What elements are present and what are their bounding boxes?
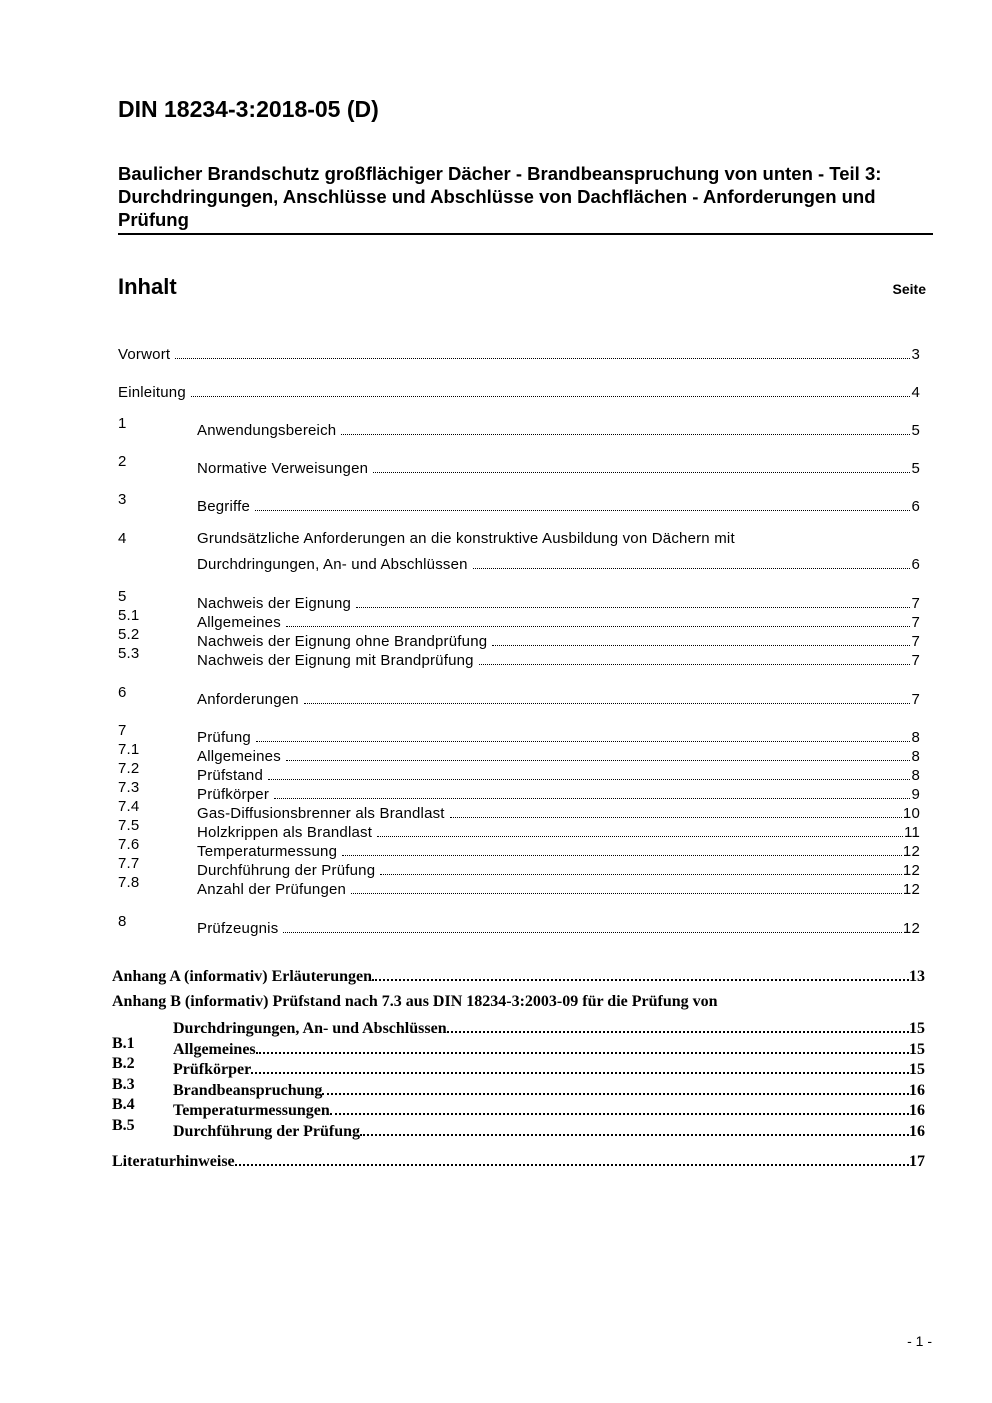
toc-entry-title: Nachweis der Eignung — [197, 595, 352, 612]
toc-annex-a[interactable] — [112, 962, 925, 983]
toc-literaturhinweise[interactable] — [112, 1147, 925, 1168]
toc-entry-number: 8 — [118, 913, 127, 930]
toc-entry-page: 17 — [909, 1153, 925, 1170]
toc-entry-einleitung[interactable] — [118, 377, 920, 401]
dot-leader — [450, 798, 902, 818]
toc-annex-b-5[interactable] — [112, 1117, 925, 1138]
toc-entry-7-6[interactable] — [118, 836, 920, 860]
toc-entry-page: 4 — [911, 384, 920, 401]
toc-entry-number: 2 — [118, 453, 127, 470]
toc-entry-7-5[interactable] — [118, 817, 920, 841]
document-title: DIN 18234-3:2018-05 (D) — [118, 96, 379, 122]
toc-entry-page: 16 — [909, 1123, 925, 1140]
dot-leader — [377, 817, 903, 837]
toc-entry-number: 3 — [118, 491, 127, 508]
toc-entry-number: 7.3 — [118, 779, 140, 796]
page-number: - 1 - — [907, 1333, 932, 1349]
dot-leader — [492, 626, 910, 646]
toc-entry-title: Durchführung der Prüfung — [173, 1123, 360, 1140]
toc-entry-page: 5 — [911, 422, 920, 439]
toc-entry-title: Prüfkörper — [173, 1061, 252, 1078]
toc-heading: Inhalt — [118, 274, 177, 299]
toc-entry-page: 12 — [902, 920, 920, 937]
toc-entry-title: Vorwort — [118, 346, 171, 363]
toc-entry-title: Anwendungsbereich — [197, 422, 337, 439]
toc-entry-number: 7.7 — [118, 855, 140, 872]
toc-entry-number: 7.2 — [118, 760, 140, 777]
toc-entry-number: 5.3 — [118, 645, 140, 662]
toc-entry-7-2[interactable] — [118, 760, 920, 784]
toc-entry-title: Prüfkörper — [197, 786, 270, 803]
toc-annex-b-4[interactable] — [112, 1096, 925, 1117]
toc-annex-b-1[interactable] — [112, 1035, 925, 1056]
toc-entry-7-7[interactable] — [118, 855, 920, 879]
toc-entry-5[interactable] — [118, 588, 920, 612]
toc-entry-page: 8 — [911, 767, 920, 784]
toc-annex-b-title[interactable]: Anhang B (informativ) Prüfstand nach 7.3 aus DIN 18234-3:2003-09 für die Prüfung von — [112, 993, 718, 1010]
dot-leader — [283, 913, 901, 933]
dot-leader — [304, 684, 911, 704]
toc-entry-number: B.4 — [112, 1096, 135, 1113]
toc-entry-6[interactable] — [118, 684, 920, 708]
toc-entry-vorwort[interactable] — [118, 339, 920, 363]
toc-entry-title: Prüfzeugnis — [197, 920, 279, 937]
dot-leader — [330, 1096, 909, 1115]
toc-entry-7-8[interactable] — [118, 874, 920, 898]
toc-entry-title: Literaturhinweise — [112, 1153, 235, 1170]
toc-entry-number: B.1 — [112, 1035, 135, 1052]
toc-entry-number: 7.4 — [118, 798, 140, 815]
toc-entry-page: 7 — [911, 633, 920, 650]
toc-entry-number: 5.2 — [118, 626, 140, 643]
toc-entry-number: 7.5 — [118, 817, 140, 834]
dot-leader — [256, 1035, 909, 1054]
toc-entry-page: 6 — [911, 498, 920, 515]
toc-entry-4-continued[interactable] — [118, 549, 920, 573]
toc-entry-page: 11 — [904, 824, 920, 841]
toc-entry-7[interactable] — [118, 722, 920, 746]
dot-leader — [473, 549, 911, 569]
toc-entry-title: Allgemeines — [173, 1041, 256, 1058]
dot-leader — [286, 607, 911, 627]
dot-leader — [351, 874, 902, 894]
toc-entry-title: Anzahl der Prüfungen — [197, 881, 347, 898]
toc-entry-7-1[interactable] — [118, 741, 920, 765]
dot-leader — [274, 779, 910, 799]
toc-entry-number: 6 — [118, 684, 127, 701]
dot-leader — [191, 377, 911, 397]
toc-entry-page: 10 — [902, 805, 920, 822]
toc-entry-title: Anhang A (informativ) Erläuterungen — [112, 968, 373, 985]
dot-leader — [342, 836, 902, 856]
toc-entry-title: Nachweis der Eignung mit Brandprüfung — [197, 652, 474, 669]
toc-entry-page: 7 — [911, 595, 920, 612]
toc-entry-1[interactable] — [118, 415, 920, 439]
toc-entry-2[interactable] — [118, 453, 920, 477]
toc-entry-title-continued: Durchdringungen, An- und Abschlüssen — [173, 1020, 447, 1037]
toc-entry-number: 7.1 — [118, 741, 140, 758]
toc-entry-number: 1 — [118, 415, 127, 432]
toc-entry-7-4[interactable] — [118, 798, 920, 822]
toc-entry-title: Einleitung — [118, 384, 186, 401]
toc-entry-number: 7.6 — [118, 836, 140, 853]
toc-entry-title: Allgemeines — [197, 748, 281, 765]
toc-entry-number: B.5 — [112, 1117, 135, 1134]
dot-leader — [322, 1076, 909, 1095]
dot-leader — [286, 741, 911, 761]
toc-entry-page: 3 — [911, 346, 920, 363]
toc-entry-page: 12 — [902, 843, 920, 860]
toc-entry-title: Prüfstand — [197, 767, 264, 784]
toc-entry-page: 12 — [902, 881, 920, 898]
toc-entry-page: 15 — [909, 1020, 925, 1037]
toc-annex-b-3[interactable] — [112, 1076, 925, 1097]
toc-entry-number: B.3 — [112, 1076, 135, 1093]
toc-annex-b-2[interactable] — [112, 1055, 925, 1076]
toc-entry-page: 6 — [911, 556, 920, 573]
dot-leader — [372, 962, 909, 981]
dot-leader — [380, 855, 902, 875]
toc-entry-page: 12 — [902, 862, 920, 879]
document-subtitle: Baulicher Brandschutz großflächiger Dächer - Brandbeanspruchung von unten - Teil 3: Durchdringungen, Anschlüsse und Abschlüsse von Dachflächen - Anforderungen und Prüfung — [118, 163, 882, 230]
dot-leader — [360, 1117, 909, 1136]
dot-leader — [373, 453, 910, 473]
toc-entry-title: Allgemeines — [197, 614, 281, 631]
toc-entry-title: Normative Verweisungen — [197, 460, 369, 477]
toc-entry-number: 5.1 — [118, 607, 140, 624]
toc-entry-4[interactable] — [118, 530, 920, 550]
toc-entry-page: 9 — [911, 786, 920, 803]
toc-entry-page: 15 — [909, 1041, 925, 1058]
toc-entry-title: Begriffe — [197, 498, 251, 515]
toc-entry-5-3[interactable] — [118, 645, 920, 669]
toc-entry-number: 7 — [118, 722, 127, 739]
dot-leader — [356, 588, 910, 608]
toc-entry-page: 7 — [911, 691, 920, 708]
toc-entry-8[interactable] — [118, 913, 920, 937]
toc-entry-title: Gas-Diffusionsbrenner als Brandlast — [197, 805, 445, 822]
toc-entry-5-1[interactable] — [118, 607, 920, 631]
toc-entry-title: Brandbeanspruchung — [173, 1082, 323, 1099]
seite-column-label: Seite — [892, 281, 926, 297]
dot-leader — [255, 491, 910, 511]
dot-leader — [235, 1147, 909, 1166]
toc-entry-page: 13 — [909, 968, 925, 985]
toc-entry-title: Nachweis der Eignung ohne Brandprüfung — [197, 633, 488, 650]
dot-leader — [447, 1014, 909, 1033]
toc-entry-number: 5 — [118, 588, 127, 605]
toc-entry-title: Anforderungen — [197, 691, 299, 708]
toc-entry-title: Temperaturmessungen — [173, 1102, 330, 1119]
toc-entry-title: Durchführung der Prüfung — [197, 862, 376, 879]
dot-leader — [479, 645, 911, 665]
toc-entry-page: 8 — [911, 748, 920, 765]
toc-entry-number: 4 — [118, 530, 127, 547]
title-divider — [118, 233, 933, 235]
toc-entry-page: 7 — [911, 614, 920, 631]
dot-leader — [268, 760, 910, 780]
toc-entry-5-2[interactable] — [118, 626, 920, 650]
toc-annex-b[interactable] — [112, 1014, 925, 1035]
toc-entry-title: Prüfung — [197, 729, 251, 746]
toc-entry-title-continued: Durchdringungen, An- und Abschlüssen — [197, 556, 468, 573]
toc-entry-page: 8 — [911, 729, 920, 746]
toc-entry-number: B.2 — [112, 1055, 135, 1072]
dot-leader — [256, 722, 911, 742]
dot-leader — [341, 415, 910, 435]
toc-entry-title: Holzkrippen als Brandlast — [197, 824, 373, 841]
toc-entry-page: 15 — [909, 1061, 925, 1078]
toc-entry-7-3[interactable] — [118, 779, 920, 803]
toc-entry-title: Grundsätzliche Anforderungen an die konstruktive Ausbildung von Dächern mit — [197, 530, 735, 547]
toc-entry-number: 7.8 — [118, 874, 140, 891]
toc-entry-3[interactable] — [118, 491, 920, 515]
toc-entry-page: 5 — [911, 460, 920, 477]
dot-leader — [175, 339, 910, 359]
toc-entry-page: 7 — [911, 652, 920, 669]
toc-entry-title: Temperaturmessung — [197, 843, 338, 860]
toc-entry-page: 16 — [909, 1082, 925, 1099]
dot-leader — [251, 1055, 909, 1074]
toc-entry-page: 16 — [909, 1102, 925, 1119]
